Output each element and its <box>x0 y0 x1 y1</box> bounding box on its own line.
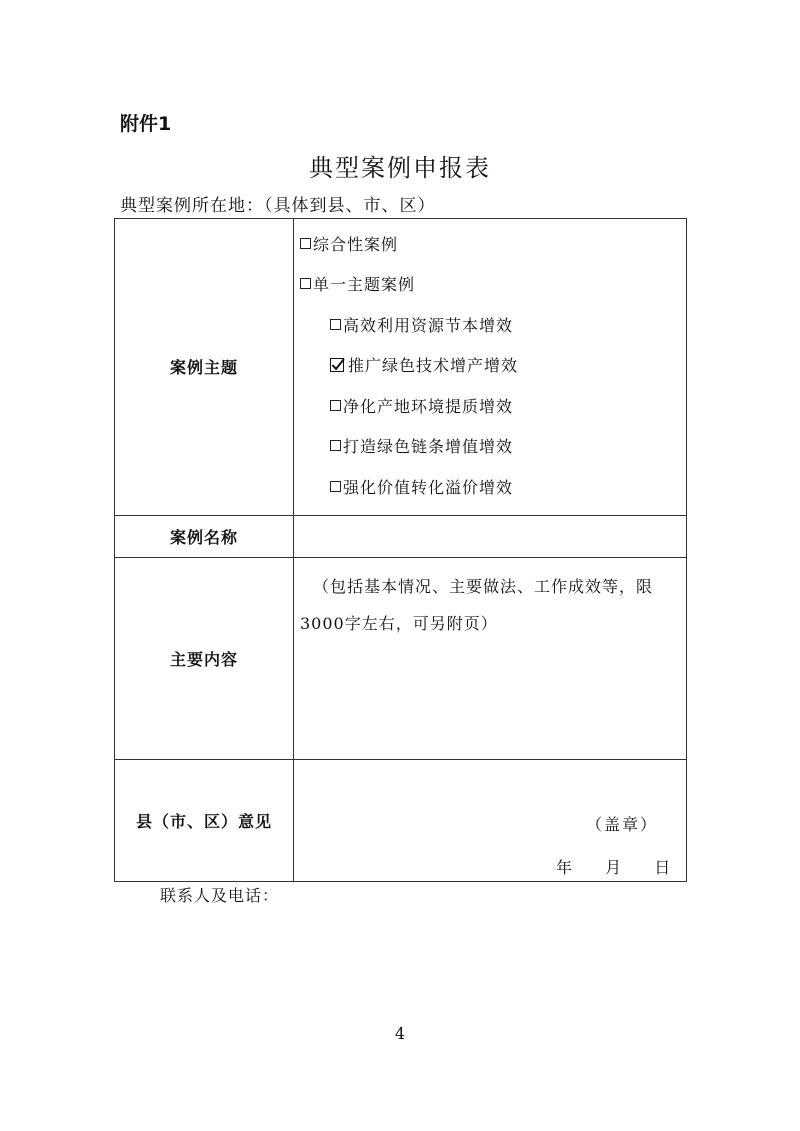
application-form-table <box>114 218 687 882</box>
location-line: 典型案例所在地：（具体到县、市、区） <box>120 196 436 216</box>
option-label: 单一主题案例 <box>313 275 416 295</box>
checkbox-empty-icon[interactable] <box>330 481 341 492</box>
checkbox-empty-icon[interactable] <box>300 278 311 289</box>
sub-option-value-conversion[interactable] <box>294 466 686 507</box>
main-content-row <box>115 557 687 759</box>
seal-text: （盖章） <box>586 814 659 834</box>
sub-option-label: 推广绿色技术增产增效 <box>348 356 519 376</box>
checkbox-empty-icon[interactable] <box>330 319 341 330</box>
option-comprehensive[interactable] <box>294 223 686 264</box>
sub-option-clean-environment[interactable] <box>294 385 686 426</box>
sub-option-resource-efficiency[interactable] <box>294 304 686 345</box>
checkbox-empty-icon[interactable] <box>300 238 311 249</box>
checkbox-empty-icon[interactable] <box>330 400 341 411</box>
theme-row <box>115 219 687 516</box>
option-single-theme[interactable] <box>294 264 686 305</box>
date-line <box>556 855 670 878</box>
checkbox-empty-icon[interactable] <box>330 440 341 451</box>
form-title: 典型案例申报表 <box>309 154 491 182</box>
opinion-field[interactable] <box>294 759 687 881</box>
sub-option-green-technology[interactable] <box>294 345 686 386</box>
page-number: 4 <box>394 1024 406 1043</box>
date-month: 月 <box>605 857 622 877</box>
opinion-label: 县（市、区）意见 <box>115 759 294 881</box>
theme-label: 案例主题 <box>115 219 294 516</box>
main-content-label: 主要内容 <box>115 557 294 759</box>
case-name-label: 案例名称 <box>115 515 294 557</box>
sub-option-green-chain[interactable] <box>294 426 686 467</box>
main-content-hint: （包括基本情况、主要做法、工作成效等，限3000字左右，可另附页） <box>300 576 654 633</box>
sub-option-label: 净化产地环境提质增效 <box>343 396 514 416</box>
date-day: 日 <box>654 857 671 877</box>
theme-options-cell <box>294 219 687 516</box>
sub-option-label: 高效利用资源节本增效 <box>343 315 514 335</box>
contact-label: 联系人及电话： <box>160 886 280 905</box>
main-content-field[interactable] <box>294 557 687 759</box>
date-year: 年 <box>556 857 573 877</box>
option-label: 综合性案例 <box>313 234 399 254</box>
opinion-row <box>115 759 687 881</box>
attachment-label: 附件1 <box>120 113 172 135</box>
case-name-row <box>115 515 687 557</box>
checkbox-checked-icon[interactable] <box>330 357 345 372</box>
sub-option-label: 强化价值转化溢价增效 <box>343 477 514 497</box>
case-name-field[interactable] <box>294 515 687 557</box>
sub-option-label: 打造绿色链条增值增效 <box>343 437 514 457</box>
